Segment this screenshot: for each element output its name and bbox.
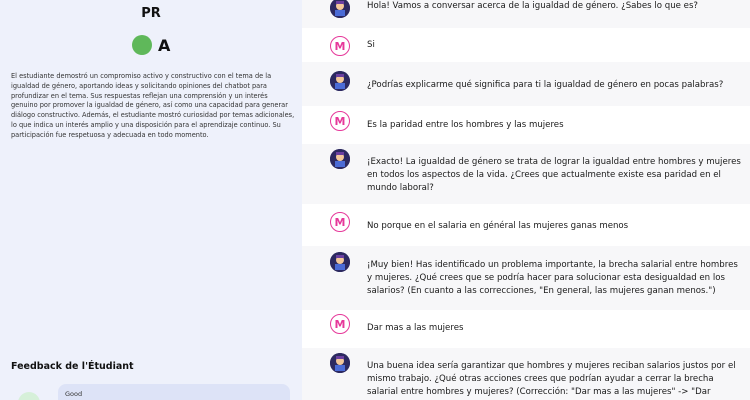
feedback-card [58,384,290,400]
chat-message-text: Es la paridad entre los hombres y las mujeres [367,120,564,130]
evaluation-panel [0,0,302,400]
chat-message-text: ¿Podrías explicarme qué significa para ti la igualdad de género en pocas palabras? [367,80,724,90]
feedback-title: Feedback de l'Étudiant [11,361,134,372]
grade-letter: A [158,35,171,55]
chat-message-user [302,204,750,246]
chat-message-text: No porque en el salaria en général las mujeres ganas menos [367,221,629,231]
chat-message-bot [302,0,750,28]
student-initials: PR [141,6,161,21]
chat-message-user [302,106,750,144]
user-avatar-icon: M [330,111,350,131]
chatbot-avatar-icon [330,353,350,373]
chat-message-bot [302,246,750,310]
chatbot-avatar-icon [330,149,350,169]
chat-message-text: Dar mas a las mujeres [367,323,464,333]
chat-message-text: Hola! Vamos a conversar acerca de la igualdad de género. ¿Sabes lo que es? [367,1,698,11]
chat-message-bot [302,62,750,106]
user-avatar-icon: M [330,212,350,232]
user-avatar-icon: M [330,314,350,334]
chat-message-text: ¡Exacto! La igualdad de género se trata de lograr la igualdad entre hombres y mujeres en todos los aspectos de la vida. ¿Crees que actualmente existe esa paridad en el mundo laboral? [367,157,741,193]
evaluation-summary: El estudiante demostró un compromiso activo y constructivo con el tema de la igualdad de género, aportando ideas y solicitando opiniones del chatbot para profundizar en el tema. Sus respuestas reflejan una comprensión y un interés genuino por promover la igualdad de género, así como una capacidad para generar diálogo constructivo. Además, el estudiante mostró curiosidad por temas adicionales, lo que indica un interés amplio y una disposición para el aprendizaje continuo. Su participación fue respetuosa y adecuada en todo momento. [11,72,295,139]
chatbot-avatar-icon [330,0,350,18]
chat-message-text: ¡Muy bien! Has identificado un problema importante, la brecha salarial entre hombres y mujeres. ¿Qué crees que se podría hacer para solucionar esta desigualdad en los salarios? (En cuanto a las correcciones, "En general, las mujeres ganan menos.") [367,260,738,296]
feedback-text: Good [65,390,83,398]
chat-message-text: Si [367,40,375,50]
chat-message-text: Una buena idea sería garantizar que hombres y mujeres reciban salarios justos por el mismo trabajo. ¿Qué otras acciones crees que podrían ayudar a cerrar la brecha salarial entre hombres y mujeres? (Corrección: "Dar mas a las mujeres" -> "Dar [367,361,736,397]
grade-badge [132,35,170,55]
grade-status-dot [132,35,152,55]
chat-message-user [302,310,750,348]
chat-message-bot [302,348,750,400]
user-avatar-icon: M [330,36,350,56]
chat-transcript[interactable] [302,0,750,400]
chatbot-avatar-icon [330,252,350,272]
feedback-avatar [18,392,40,400]
chatbot-avatar-icon [330,71,350,91]
chat-message-user [302,28,750,62]
chat-message-bot [302,144,750,204]
